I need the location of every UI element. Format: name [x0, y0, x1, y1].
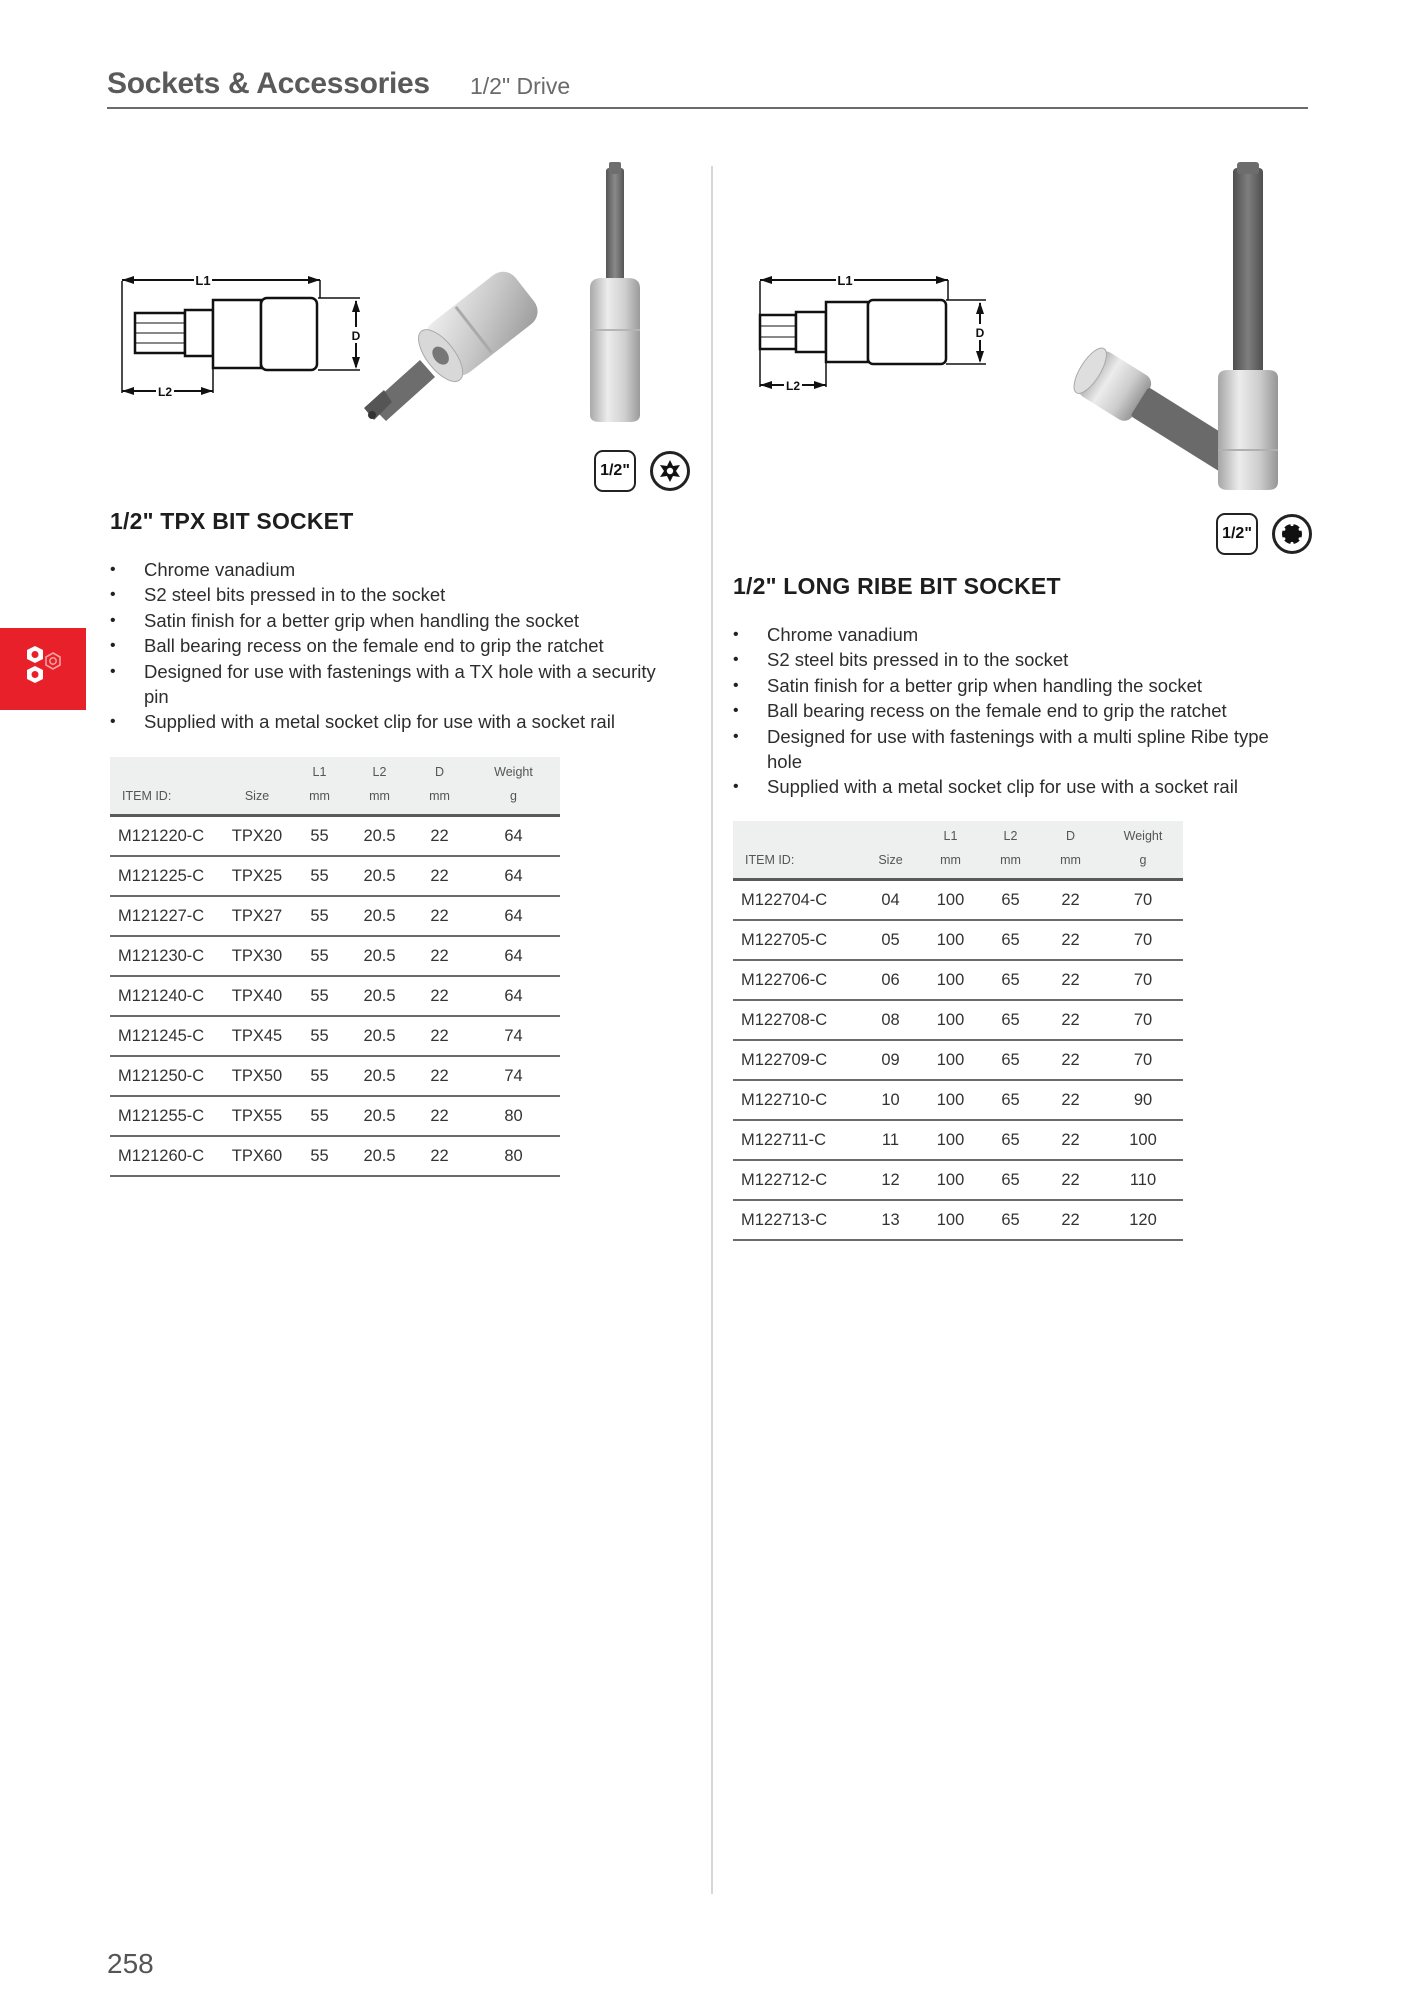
column-header-l1: L1 mm — [309, 765, 330, 803]
section-side-tab[interactable] — [0, 628, 86, 710]
svg-text:L1: L1 — [837, 273, 853, 288]
column-header-item-id: ITEM ID: — [745, 853, 795, 867]
product-media — [733, 160, 1313, 570]
column-header-l1: L1 mm — [940, 829, 961, 867]
svg-text:D: D — [351, 329, 361, 343]
product-title: 1/2" LONG RIBE BIT SOCKET — [733, 573, 1061, 599]
feature-list — [110, 557, 690, 735]
feature-item: • Chrome vanadium — [110, 557, 690, 582]
table-row: M121250-C TPX50 55 20.5 22 74 — [110, 1056, 560, 1096]
feature-item: • S2 steel bits pressed in to the socket — [733, 647, 1313, 672]
table-row: M121260-C TPX60 55 20.5 22 80 — [110, 1136, 560, 1176]
column-header-item-id: ITEM ID: — [122, 789, 172, 803]
feature-item: • Satin finish for a better grip when handling the socket — [733, 673, 1313, 698]
feature-item: • Ball bearing recess on the female end to grip the ratchet — [110, 633, 690, 658]
table-row: M121255-C TPX55 55 20.5 22 80 — [110, 1096, 560, 1136]
svg-text:D: D — [975, 326, 985, 340]
svg-text:L2: L2 — [785, 379, 801, 393]
table-row: M121245-C TPX45 55 20.5 22 74 — [110, 1016, 560, 1056]
svg-text:L2: L2 — [157, 385, 173, 399]
column-header-weight: Weight g — [1123, 829, 1163, 867]
feature-item: • Designed for use with fastenings with a TX hole with a security pin — [110, 659, 664, 710]
table-header-row — [110, 757, 560, 816]
svg-text:L1: L1 — [195, 273, 211, 288]
table-header-row — [733, 821, 1183, 880]
half-inch-drive-badge: 1/2" — [594, 450, 636, 492]
table-row: M122711-C 11 100 65 22 100 — [733, 1120, 1183, 1160]
table-row: M121227-C TPX27 55 20.5 22 64 — [110, 896, 560, 936]
nuts-icon — [22, 644, 70, 694]
table-row: M122712-C 12 100 65 22 110 — [733, 1160, 1183, 1200]
feature-item: • Ball bearing recess on the female end to grip the ratchet — [733, 698, 1313, 723]
column-header-size: Size — [878, 853, 903, 867]
column-header-l2: L2 mm — [369, 765, 390, 803]
torx-security-icon — [650, 451, 690, 491]
column-header-d: D mm — [429, 765, 450, 803]
table-row: M122708-C 08 100 65 22 70 — [733, 1000, 1183, 1040]
spec-table — [733, 821, 1183, 1241]
table-row: M122705-C 05 100 65 22 70 — [733, 920, 1183, 960]
table-row: M122709-C 09 100 65 22 70 — [733, 1040, 1183, 1080]
table-row: M122704-C 04 100 65 22 70 — [733, 880, 1183, 921]
column-header-weight: Weight g — [494, 765, 533, 803]
feature-item: • Supplied with a metal socket clip for use with a socket rail — [110, 709, 690, 734]
feature-item: • Chrome vanadium — [733, 622, 1313, 647]
page-title: Sockets & Accessories — [107, 67, 430, 100]
column-header-size: Size — [244, 789, 270, 803]
table-row: M121240-C TPX40 55 20.5 22 64 — [110, 976, 560, 1016]
table-row: M121220-C TPX20 55 20.5 22 64 — [110, 816, 560, 857]
product-badges — [1216, 513, 1312, 555]
column-header-d: D mm — [1060, 829, 1081, 867]
product-photo-pair — [1043, 160, 1303, 500]
table-row: M122713-C 13 100 65 22 120 — [733, 1200, 1183, 1240]
column-header-l2: L2 mm — [1000, 829, 1021, 867]
page-number: 258 — [107, 1948, 154, 1979]
feature-item: • Satin finish for a better grip when handling the socket — [110, 608, 690, 633]
spec-table — [110, 757, 560, 1177]
product-tpx-bit-socket — [110, 160, 690, 1165]
table-row: M122706-C 06 100 65 22 70 — [733, 960, 1183, 1000]
product-long-ribe-bit-socket — [733, 160, 1313, 1229]
feature-list — [733, 622, 1313, 800]
dimension-diagram — [758, 265, 1003, 395]
product-photo-angled — [350, 265, 550, 425]
table-row: M122710-C 10 100 65 22 90 — [733, 1080, 1183, 1120]
product-title: 1/2" TPX BIT SOCKET — [110, 508, 354, 534]
ribe-spline-icon — [1272, 514, 1312, 554]
feature-item: • S2 steel bits pressed in to the socket — [110, 582, 690, 607]
product-photo-upright — [580, 160, 650, 425]
product-badges — [594, 450, 690, 492]
half-inch-drive-badge: 1/2" — [1216, 513, 1258, 555]
feature-item: • Designed for use with fastenings with a multi spline Ribe type hole — [733, 724, 1307, 775]
product-media — [110, 160, 690, 500]
page-header — [107, 60, 1308, 109]
table-row: M121225-C TPX25 55 20.5 22 64 — [110, 856, 560, 896]
column-divider — [711, 166, 713, 1894]
page-subtitle: 1/2" Drive — [470, 73, 571, 99]
feature-item: • Supplied with a metal socket clip for use with a socket rail — [733, 774, 1313, 799]
dimension-diagram — [120, 265, 370, 400]
table-row: M121230-C TPX30 55 20.5 22 64 — [110, 936, 560, 976]
